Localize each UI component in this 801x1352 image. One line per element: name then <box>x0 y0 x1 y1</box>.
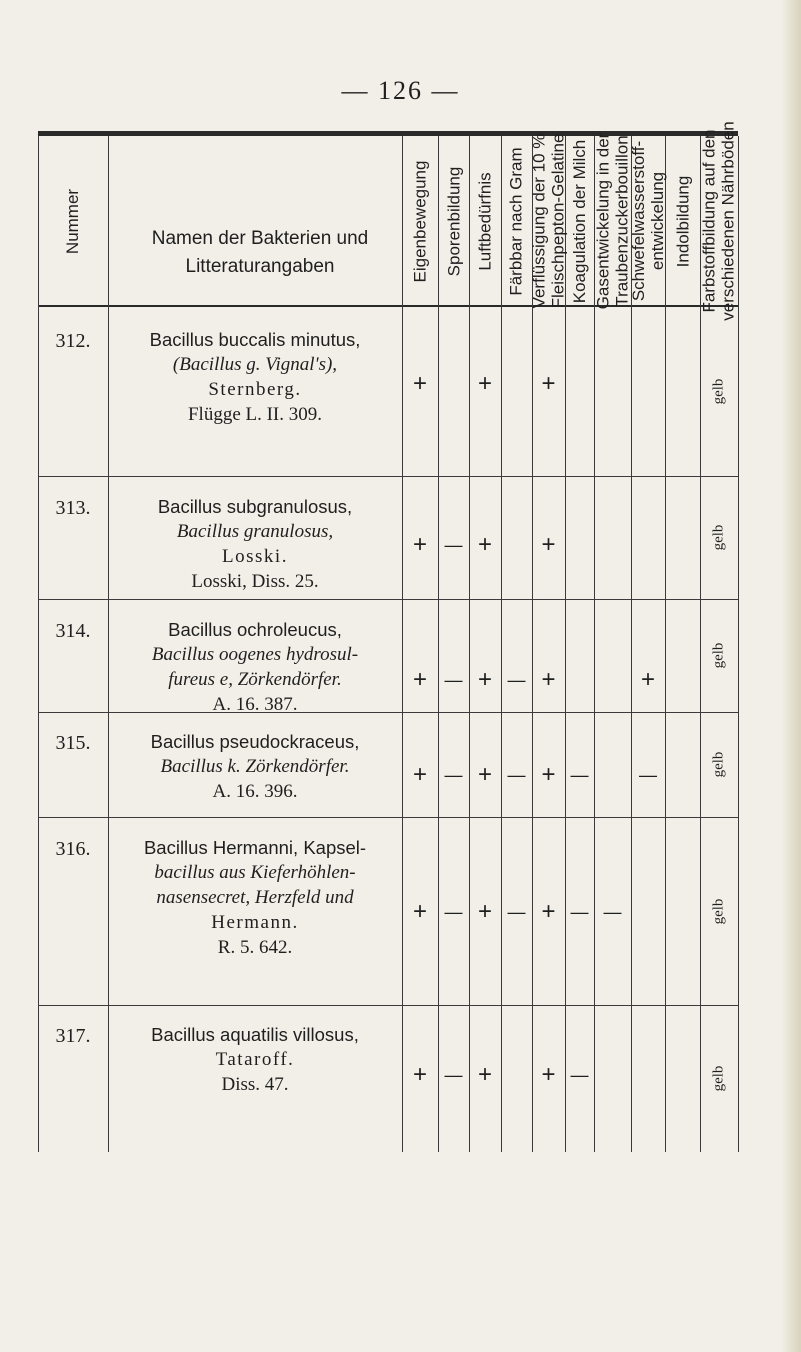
row-number: 315. <box>55 732 91 754</box>
header-col <box>501 140 532 302</box>
entry-line: (Bacillus g. Vignal's), <box>172 354 338 375</box>
plus-mark: + <box>477 761 492 788</box>
color-value <box>700 307 738 476</box>
plus-mark: + <box>412 531 427 558</box>
row-separator <box>38 476 738 477</box>
color-label: gelb <box>710 751 727 778</box>
minus-mark: — <box>639 765 657 785</box>
header-col <box>700 121 739 321</box>
minus-mark: — <box>570 765 589 785</box>
entry-line: fureus e, Zörkendörfer. <box>168 669 342 690</box>
minus-mark: — <box>570 1065 589 1085</box>
minus-mark: — <box>444 670 463 690</box>
header-col-label: Gasentwickelung in der Traubenzuckerbouillon <box>593 132 632 310</box>
entry-line: Sternberg. <box>208 379 302 400</box>
plus-mark: + <box>412 370 427 397</box>
row-separator <box>38 817 738 818</box>
minus-mark: — <box>444 765 463 785</box>
entry-line: Hermann. <box>211 912 299 933</box>
plus-mark: + <box>541 531 556 558</box>
page-number: — 126 — <box>341 76 460 105</box>
bacterium-entry <box>108 835 402 960</box>
header-nummer <box>38 140 108 302</box>
color-label: gelb <box>710 898 727 924</box>
entry-line: Bacillus Hermanni, Kapsel- <box>143 837 367 858</box>
plus-mark: + <box>477 531 492 558</box>
entry-line: Flügge L. II. 309. <box>187 404 323 425</box>
plus-mark: + <box>412 1061 427 1088</box>
row-number: 314. <box>55 620 91 642</box>
color-label: gelb <box>710 642 727 669</box>
header-col-label: Färbbar nach Gram <box>507 146 526 296</box>
header-col <box>665 140 700 302</box>
entry-line: Losski, Diss. 25. <box>191 571 319 592</box>
header-col-label: Luftbedürfnis <box>475 171 495 271</box>
entry-line: Bacillus buccalis minutus, <box>149 329 361 350</box>
minus-mark: — <box>507 670 526 690</box>
header-col <box>565 140 594 302</box>
header-name: Namen der Bakterien und Litteraturangaben <box>151 228 369 277</box>
plus-mark: + <box>477 898 492 925</box>
entry-line: nasensecret, Herzfeld und <box>156 887 354 908</box>
header-col-label: Sporenbildung <box>444 166 463 276</box>
plus-mark: + <box>541 761 556 788</box>
header-col <box>469 140 501 302</box>
bacterium-entry <box>108 617 402 717</box>
row-number: 316. <box>55 838 91 860</box>
header-col-label: Schwefelwasserstoff- entwickelung <box>629 140 667 302</box>
row-number: 317. <box>55 1025 91 1047</box>
bacterium-entry <box>108 1022 402 1097</box>
minus-mark: — <box>444 902 463 922</box>
header-col <box>593 132 632 310</box>
row-number: 312. <box>55 330 91 352</box>
header-col-label: Eigenbewegung <box>410 160 430 282</box>
color-value <box>700 476 738 599</box>
plus-mark: + <box>412 898 427 925</box>
header-col <box>631 140 665 302</box>
header-col <box>402 140 438 302</box>
header-col <box>529 133 568 309</box>
entry-line: Bacillus granulosus, <box>176 521 334 542</box>
header-nummer-label: Nummer <box>63 188 83 254</box>
header-col-label: Indolbildung <box>673 175 693 267</box>
row-number: 313. <box>55 497 91 519</box>
entry-line: Losski. <box>222 546 288 567</box>
plus-mark: + <box>412 666 427 693</box>
entry-line: Bacillus k. Zörkendörfer. <box>160 756 350 777</box>
color-label: gelb <box>710 1065 727 1092</box>
minus-mark: — <box>444 1065 463 1085</box>
plus-mark: + <box>541 1061 556 1088</box>
minus-mark: — <box>603 902 622 922</box>
plus-mark: + <box>477 1061 492 1088</box>
plus-mark: + <box>541 666 556 693</box>
entry-line: Bacillus subgranulosus, <box>157 496 353 517</box>
page-edge-shadow <box>781 0 801 1352</box>
entry-line: A. 16. 387. <box>212 694 298 715</box>
entry-line: bacillus aus Kieferhöhlen- <box>154 862 356 883</box>
entry-line: A. 16. 396. <box>212 781 298 802</box>
color-value <box>700 1005 738 1152</box>
entry-line: Tataroff. <box>215 1049 295 1070</box>
minus-mark: — <box>507 902 526 922</box>
plus-mark: + <box>412 761 427 788</box>
entry-line: Diss. 47. <box>221 1074 289 1095</box>
plus-mark: + <box>477 370 492 397</box>
plus-mark: + <box>541 898 556 925</box>
header-col-label: Koagulation der Milch <box>570 139 590 303</box>
header-col <box>438 140 469 302</box>
color-value <box>700 599 738 712</box>
plus-mark: + <box>477 666 492 693</box>
color-label: gelb <box>710 524 727 551</box>
header-col-label: Verflüssigung der 10 % Fleischpepton-Gelatine <box>529 133 568 309</box>
row-separator <box>38 1005 738 1006</box>
bacterium-entry <box>108 494 402 594</box>
bacterium-entry <box>108 729 402 804</box>
row-separator <box>38 599 738 600</box>
minus-mark: — <box>507 765 526 785</box>
header-col-label: Farbstoffbildung auf den verschiedenen Nährböden <box>700 121 739 321</box>
header-rule <box>38 305 738 307</box>
entry-line: Bacillus ochroleucus, <box>168 619 342 640</box>
entry-line: Bacillus oogenes hydrosul- <box>151 644 359 665</box>
entry-line: Bacillus aquatilis villosus, <box>151 1024 359 1045</box>
minus-mark: — <box>570 902 589 922</box>
color-value <box>700 817 738 1005</box>
column-line <box>738 136 739 1152</box>
entry-line: R. 5. 642. <box>217 937 293 958</box>
color-value <box>700 712 738 817</box>
entry-line: Bacillus pseudockraceus, <box>150 731 360 752</box>
top-rule <box>38 131 738 136</box>
plus-mark: + <box>541 370 556 397</box>
minus-mark: — <box>444 535 463 555</box>
plus-mark: + <box>640 666 655 693</box>
color-label: gelb <box>710 378 727 405</box>
bacterium-entry <box>108 327 402 427</box>
